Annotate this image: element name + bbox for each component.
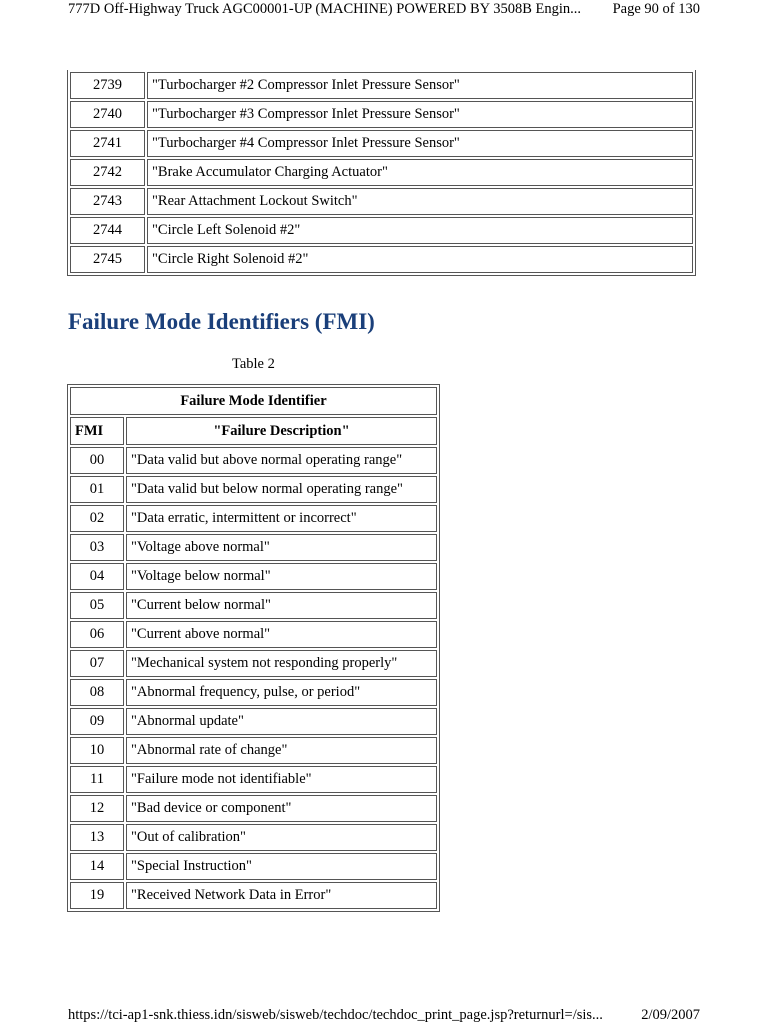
description-cell: "Voltage above normal" <box>126 534 437 561</box>
description-cell: "Turbocharger #4 Compressor Inlet Pressure Sensor" <box>147 130 693 157</box>
table-row <box>70 708 437 735</box>
column-header-fmi: FMI <box>70 417 124 445</box>
fmi-cell: 04 <box>70 563 124 590</box>
table-row <box>70 824 437 851</box>
table-row <box>70 592 437 619</box>
fmi-cell: 11 <box>70 766 124 793</box>
description-cell: "Data valid but below normal operating range" <box>126 476 437 503</box>
table-row <box>70 650 437 677</box>
table-row <box>70 188 693 215</box>
description-cell: "Voltage below normal" <box>126 563 437 590</box>
fmi-cell: 02 <box>70 505 124 532</box>
table-row <box>70 476 437 503</box>
table-row <box>70 795 437 822</box>
fmi-cell: 13 <box>70 824 124 851</box>
code-cell: 2739 <box>70 72 145 99</box>
description-cell: "Special Instruction" <box>126 853 437 880</box>
code-cell: 2740 <box>70 101 145 128</box>
table-row <box>70 447 437 474</box>
description-cell: "Turbocharger #3 Compressor Inlet Pressure Sensor" <box>147 101 693 128</box>
table-row <box>70 737 437 764</box>
description-cell: "Rear Attachment Lockout Switch" <box>147 188 693 215</box>
description-cell: "Failure mode not identifiable" <box>126 766 437 793</box>
table-title: Failure Mode Identifier <box>70 387 437 415</box>
table-header-row <box>70 417 437 445</box>
code-cell: 2744 <box>70 217 145 244</box>
description-cell: "Brake Accumulator Charging Actuator" <box>147 159 693 186</box>
table-row <box>70 72 693 99</box>
code-cell: 2745 <box>70 246 145 273</box>
table-row <box>70 882 437 909</box>
document-title: 777D Off-Highway Truck AGC00001-UP (MACHINE) POWERED BY 3508B Engin... <box>68 1 582 17</box>
fmi-table <box>67 384 440 912</box>
table-row <box>70 130 693 157</box>
fmi-cell: 19 <box>70 882 124 909</box>
page-number: Page 90 of 130 <box>612 1 700 17</box>
code-cell: 2742 <box>70 159 145 186</box>
fmi-cell: 07 <box>70 650 124 677</box>
sensor-code-table <box>67 70 696 276</box>
table-row <box>70 159 693 186</box>
table-row <box>70 563 437 590</box>
table-row <box>70 505 437 532</box>
fmi-cell: 01 <box>70 476 124 503</box>
description-cell: "Mechanical system not responding properly" <box>126 650 437 677</box>
description-cell: "Abnormal update" <box>126 708 437 735</box>
code-cell: 2741 <box>70 130 145 157</box>
fmi-cell: 09 <box>70 708 124 735</box>
table-row <box>70 101 693 128</box>
fmi-cell: 00 <box>70 447 124 474</box>
description-cell: "Current below normal" <box>126 592 437 619</box>
description-cell: "Abnormal frequency, pulse, or period" <box>126 679 437 706</box>
description-cell: "Circle Left Solenoid #2" <box>147 217 693 244</box>
print-date: 2/09/2007 <box>641 1007 700 1023</box>
table-row <box>70 217 693 244</box>
description-cell: "Current above normal" <box>126 621 437 648</box>
description-cell: "Data erratic, intermittent or incorrect" <box>126 505 437 532</box>
fmi-cell: 06 <box>70 621 124 648</box>
description-cell: "Abnormal rate of change" <box>126 737 437 764</box>
fmi-cell: 12 <box>70 795 124 822</box>
description-cell: "Circle Right Solenoid #2" <box>147 246 693 273</box>
table-row <box>70 246 693 273</box>
column-header-description: "Failure Description" <box>126 417 437 445</box>
table-title-row <box>70 387 437 415</box>
section-title: Failure Mode Identifiers (FMI) <box>68 309 375 334</box>
fmi-cell: 08 <box>70 679 124 706</box>
description-cell: "Out of calibration" <box>126 824 437 851</box>
table-caption: Table 2 <box>232 356 275 372</box>
page-url: https://tci-ap1-snk.thiess.idn/sisweb/sisweb/techdoc/techdoc_print_page.jsp?returnurl=/sis... <box>68 1007 603 1023</box>
table-row <box>70 853 437 880</box>
description-cell: "Turbocharger #2 Compressor Inlet Pressure Sensor" <box>147 72 693 99</box>
fmi-cell: 05 <box>70 592 124 619</box>
code-cell: 2743 <box>70 188 145 215</box>
page-header <box>68 0 708 18</box>
fmi-cell: 03 <box>70 534 124 561</box>
fmi-cell: 10 <box>70 737 124 764</box>
description-cell: "Received Network Data in Error" <box>126 882 437 909</box>
table-row <box>70 766 437 793</box>
table-row <box>70 534 437 561</box>
table-row <box>70 621 437 648</box>
page-footer <box>68 1006 708 1024</box>
description-cell: "Bad device or component" <box>126 795 437 822</box>
table-row <box>70 679 437 706</box>
fmi-cell: 14 <box>70 853 124 880</box>
description-cell: "Data valid but above normal operating range" <box>126 447 437 474</box>
